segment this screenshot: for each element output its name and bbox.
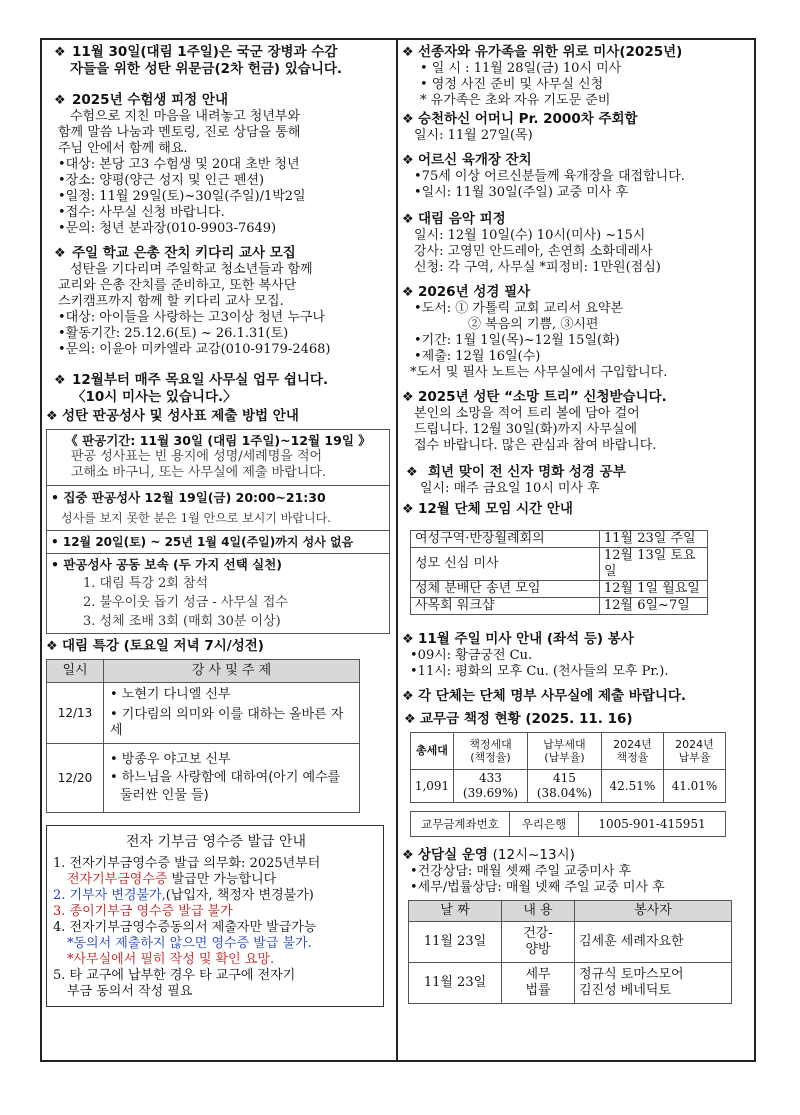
e-donation-box: 전자 기부금 영수증 발급 안내 1. 전자기부금영수증 발급 의무화: 2025년부터 전자기부금영수증 발급만 가능합니다 2. 기부자 변경불가,(납입자, 책정자 변경불가) 3. 종이기부금 영수증 발급 불가 4. 전자기부금영수증동의서 제출자만 발급가능 *동의서 제출하지 않으면 영수증 발급 불가. *사무실에서 필히 작성 및 확인 요망. 5. 타 교구에 납부한 경우 타 교구에 전자기 부금 동의서 작성 필요 <box>46 825 384 1007</box>
counsel-type: 건강- <box>523 926 553 941</box>
section-body: 주님 안에서 함께 해요. <box>58 141 188 156</box>
table-header: 납부세대 (납부율) <box>527 733 601 770</box>
counsel-type: 양방 <box>525 942 551 957</box>
section-title: 성탄 판공성사 및 성사표 제출 방법 안내 <box>62 408 299 424</box>
penance-title: • 판공성사 공동 보속 (두 가지 선택 실천) <box>51 557 283 572</box>
paid-households: 415 <box>552 771 576 785</box>
section-body: 접수 바랍니다. 많은 관심과 참여 바랍니다. <box>414 438 657 453</box>
list-item: • 영정 사진 준비 및 사무실 신청 <box>420 77 604 92</box>
section-roster <box>402 688 752 705</box>
section-bible-study <box>402 464 752 497</box>
section-title: 교무금 책정 현황 (2025. 11. 16) <box>420 711 633 727</box>
table-cell: 12월 13일 토요일 <box>600 548 708 581</box>
volunteer: 김세훈 세례자요한 <box>579 934 684 949</box>
diamond-bullet-icon: ❖ <box>404 712 416 727</box>
table-header: 2024년 책정율 <box>601 733 663 770</box>
section-exam-retreat <box>46 92 392 237</box>
left-column <box>46 44 392 1007</box>
section-title-cont: 〈10시 미사는 있습니다.〉 <box>72 389 237 405</box>
diamond-bullet-icon: ❖ <box>402 45 414 60</box>
section-title: 2026년 성경 필사 <box>418 284 531 300</box>
table-header: 봉사자 <box>575 901 732 922</box>
section-elderly-feast <box>402 152 752 201</box>
dues-table <box>410 732 726 803</box>
list-item: *도서 및 필사 노트는 사무실에서 구입합니다. <box>410 365 668 380</box>
list-item: 강사: 고영민 안드레아, 손연희 소화데레사 <box>414 244 653 259</box>
section-title: 12월 단체 모임 시간 안내 <box>418 501 573 517</box>
section-title: 각 단체는 단체 명부 사무실에 제출 바랍니다. <box>418 688 687 704</box>
diamond-bullet-icon: ❖ <box>46 409 58 424</box>
section-title: 2025년 성탄 “소망 트리” 신청받습니다. <box>418 389 667 405</box>
section-title: 대림 음악 피정 <box>418 211 506 227</box>
lecture-topic: • 기다림의 의미와 이를 대하는 올바른 자세 <box>110 707 344 738</box>
list-item: •09시: 황금궁전 Cu. <box>410 648 533 663</box>
table-cell: 사목회 워크샵 <box>411 598 600 615</box>
list-item: •11시: 평화의 모후 Cu. (천사들의 모후 Pr.). <box>410 664 669 679</box>
diamond-bullet-icon: ❖ <box>402 153 414 168</box>
section-body: 스키캠프까지 함께 할 키다리 교사 모집. <box>58 294 284 309</box>
section-group-meetings <box>402 501 752 615</box>
section-dues <box>402 711 752 837</box>
diamond-bullet-icon: ❖ <box>406 465 418 480</box>
list-item: 1. 전자기부금영수증 발급 의무화: 2025년부터 <box>53 856 321 871</box>
list-item: * 유가족은 초와 자유 기도문 준비 <box>420 93 611 108</box>
list-item: 5. 타 교구에 납부한 경우 타 교구에 전자기 <box>53 968 296 983</box>
section-memorial-mass <box>402 44 752 109</box>
table-row <box>411 581 708 598</box>
confession-note: 판공 성사표는 빈 용지에 성명/세례명을 적어 <box>71 449 323 464</box>
section-title: 승천하신 어머니 Pr. 2000차 주회합 <box>418 111 638 127</box>
counsel-date: 11월 23일 <box>409 963 502 1004</box>
table-row <box>47 683 360 744</box>
table-row <box>411 812 726 837</box>
section-wish-tree <box>402 389 752 454</box>
section-title: 상담실 운영 <box>418 847 488 863</box>
bank-name: 우리은행 <box>510 812 579 837</box>
list-item: •접수: 사무실 신청 바랍니다. <box>58 205 225 220</box>
section-body: 일시: 매주 금요일 10시 미사 후 <box>420 481 600 496</box>
section-advent-lecture <box>46 638 392 813</box>
set-households: 433 <box>479 771 502 785</box>
table-header: 강 사 및 주 제 <box>104 660 360 683</box>
diamond-bullet-icon: ❖ <box>402 390 414 405</box>
table-header: 일시 <box>47 660 104 683</box>
table-row <box>47 744 360 813</box>
diamond-bullet-icon: ❖ <box>402 285 414 300</box>
list-item: 부금 동의서 작성 필요 <box>67 984 193 999</box>
list-item: ② 복음의 기쁨, ③시편 <box>468 317 599 332</box>
no-confession-period: • 12월 20일(토) ~ 25년 1월 4일(주일)까지 성사 없음 <box>51 535 354 549</box>
section-title-cont: 자들을 위한 성탄 위문금(2차 헌금) 있습니다. <box>70 61 343 77</box>
lecturer: • 방종우 야고보 신부 <box>110 752 231 767</box>
confession-box <box>46 429 390 634</box>
table-header: 책정세대 (책정율) <box>454 733 528 770</box>
list-item: 4. 전자기부금영수증동의서 제출자만 발급가능 <box>53 920 317 935</box>
table-row <box>409 963 732 1004</box>
list-item: 신청: 각 구역, 사무실 *피정비: 1만원(점심) <box>414 260 661 275</box>
table-header: 날 짜 <box>409 901 502 922</box>
table-row <box>411 531 708 548</box>
account-label: 교무금계좌번호 <box>411 812 510 837</box>
table-cell: 여성구역·반장월례회의 <box>411 531 600 548</box>
table-cell: 12월 6일~7일 <box>600 598 708 615</box>
section-office-closed <box>46 372 392 406</box>
section-title: 11월 주일 미사 안내 (좌석 등) 봉사 <box>418 631 634 647</box>
volunteer: 정규식 토마스모어 <box>579 967 684 982</box>
counsel-date: 11월 23일 <box>409 922 502 963</box>
section-title: 12월부터 매주 목요일 사무실 업무 쉽니다. <box>72 372 329 388</box>
section-title: 어르신 육개장 잔치 <box>418 152 532 168</box>
list-item: •기간: 1월 1일(목)~12월 15일(화) <box>414 333 620 348</box>
intensive-confession: • 집중 판공성사 12월 19일(금) 20:00~21:30 <box>51 490 326 505</box>
list-item: 3. 성체 조배 3회 (매회 30분 이상) <box>83 614 281 629</box>
section-title: 주일 학교 은총 잔치 키다리 교사 모집 <box>72 245 296 261</box>
section-body: 교리와 은총 잔치를 준비하고, 또한 복사단 <box>58 278 297 293</box>
set-rate: (39.69%) <box>462 786 519 800</box>
list-item: • 일 시 : 11월 28일(금) 10시 미사 <box>420 61 622 76</box>
section-body: 본인의 소망을 적어 트리 볼에 담아 걸어 <box>414 406 640 421</box>
table-header: 2024년 납부율 <box>663 733 725 770</box>
diamond-bullet-icon: ❖ <box>54 373 66 388</box>
diamond-bullet-icon: ❖ <box>54 246 66 261</box>
section-teacher-recruit <box>46 245 392 358</box>
highlight-text: 전자기부금영수증 <box>67 872 168 887</box>
section-body: 함께 말씀 나눔과 멘토링, 진로 상담을 통해 <box>58 125 301 140</box>
diamond-bullet-icon: ❖ <box>54 93 66 108</box>
list-item: 1. 대림 특강 2회 참석 <box>83 576 209 591</box>
section-title: 희년 맞이 전 신자 명화 성경 공부 <box>428 464 626 480</box>
table-header: 내 용 <box>502 901 575 922</box>
section-subtitle: (12시~13시) <box>492 847 575 863</box>
total-households: 1,091 <box>411 770 454 803</box>
lecture-date: 12/20 <box>47 744 104 813</box>
section-title: 2025년 수험생 피정 안내 <box>72 92 229 108</box>
table-row <box>411 548 708 581</box>
volunteer: 김진성 베네딕토 <box>579 983 672 998</box>
list-item: •활동기간: 25.12.6(토) ~ 26.1.31(토) <box>58 326 289 341</box>
lecture-topic: • 하느님을 사랑함에 대하여(아기 예수를 <box>110 770 341 785</box>
confession-note: 고해소 바구니, 또는 사무실에 제출 바랍니다. <box>71 465 326 480</box>
right-column <box>402 44 752 1004</box>
section-title: 11월 30일(대림 1주일)은 국군 장병과 수감 <box>72 44 338 60</box>
lecturer: • 노현기 다니엘 신부 <box>110 687 231 702</box>
table-row <box>411 770 726 803</box>
table-row <box>411 598 708 615</box>
list-item: 일시: 12월 10일(수) 10시(미사) ~15시 <box>414 228 646 243</box>
counseling-table <box>408 900 732 1004</box>
lecture-topic-cont: 둘러싼 인물 들) <box>120 788 209 803</box>
meeting-table <box>410 530 708 615</box>
confession-period: 《 판공기간: 11월 30일 (대림 1주일)~12월 19일 》 <box>65 433 371 448</box>
section-bible-copy <box>402 284 752 381</box>
diamond-bullet-icon: ❖ <box>402 112 414 127</box>
diamond-bullet-icon: ❖ <box>46 639 58 654</box>
section-body: 성탄을 기다리며 주일학교 청소년들과 함께 <box>70 262 313 277</box>
diamond-bullet-icon: ❖ <box>54 45 66 60</box>
list-item: •문의: 청년 분과장(010-9903-7649) <box>58 221 277 236</box>
account-number: 1005-901-415951 <box>579 812 726 837</box>
section-mass-service <box>402 631 752 680</box>
diamond-bullet-icon: ❖ <box>402 689 414 704</box>
list-item: •제출: 12월 16일(수) <box>414 349 541 364</box>
rate-2024: 42.51% <box>601 770 663 803</box>
table-header: 총세대 <box>411 733 454 770</box>
table-cell: 11월 23일 주일 <box>600 531 708 548</box>
list-item: •세무/법률상담: 매월 넷째 주일 교중 미사 후 <box>410 880 665 895</box>
counsel-type: 법률 <box>525 983 551 998</box>
list-item: 3. 종이기부금 영수증 발급 불가 <box>53 904 233 919</box>
section-title: 선종자와 유가족을 위한 위로 미사(2025년) <box>418 44 683 60</box>
list-item: *동의서 제출하지 않으면 영수증 발급 불가. <box>67 936 312 951</box>
table-cell: 성체 분배단 송년 모임 <box>411 581 600 598</box>
list-item: •일정: 11월 29일(토)~30일(주일)/1박2일 <box>58 189 306 204</box>
list-item: •문의: 이윤아 미카엘라 교감(010-9179-2468) <box>58 342 331 357</box>
section-counseling <box>402 847 752 1004</box>
list-item: •건강상담: 매월 셋째 주일 교중미사 후 <box>410 864 632 879</box>
list-item: •대상: 아이들을 사랑하는 고3이상 청년 누구나 <box>58 310 326 325</box>
list-item: •도서: ① 가톨릭 교회 교리서 요약본 <box>414 301 623 316</box>
account-table <box>410 811 726 837</box>
table-cell: 성모 신심 미사 <box>411 548 600 581</box>
section-body: 드립니다. 12월 30일(화)까지 사무실에 <box>414 422 638 437</box>
section-pr-meeting <box>402 111 752 144</box>
list-item: •대상: 본당 고3 수험생 및 20대 초반 청년 <box>58 157 300 172</box>
diamond-bullet-icon: ❖ <box>402 848 414 863</box>
section-confession <box>46 408 392 634</box>
diamond-bullet-icon: ❖ <box>402 502 414 517</box>
list-item: •일시: 11월 30일(주일) 교중 미사 후 <box>414 185 629 200</box>
list-item: 2. 기부자 변경불가, <box>53 888 166 903</box>
list-item: •장소: 양평(양근 성지 및 인근 펜션) <box>58 173 265 188</box>
diamond-bullet-icon: ❖ <box>402 632 414 647</box>
table-cell: 12월 1일 월요일 <box>600 581 708 598</box>
counsel-type: 세무 <box>525 967 551 982</box>
list-item: •75세 이상 어르신분들께 육개장을 대접합니다. <box>414 169 685 184</box>
list-item: *사무실에서 필히 작성 및 확인 요망. <box>67 952 275 967</box>
lecture-table <box>46 659 360 813</box>
list-item: 2. 불우이웃 돕기 성금 - 사무실 접수 <box>83 595 288 610</box>
section-title: 대림 특강 (토요일 저녁 7시/성전) <box>62 638 264 654</box>
column-divider <box>396 40 398 1060</box>
section-body: 수험으로 지친 마음을 내려놓고 청년부와 <box>70 109 301 124</box>
lecture-date: 12/13 <box>47 683 104 744</box>
section-title: 전자 기부금 영수증 발급 안내 <box>125 834 307 850</box>
table-row <box>409 922 732 963</box>
paid-rate: (38.04%) <box>536 786 592 800</box>
section-consolation-collection <box>46 44 392 78</box>
confession-note: 성사를 보지 못한 분은 1월 안으로 보시기 바랍니다. <box>61 511 331 525</box>
section-body: 일시: 11월 27일(목) <box>414 128 533 143</box>
paid-2024: 41.01% <box>663 770 725 803</box>
diamond-bullet-icon: ❖ <box>402 212 414 227</box>
section-music-retreat <box>402 211 752 276</box>
